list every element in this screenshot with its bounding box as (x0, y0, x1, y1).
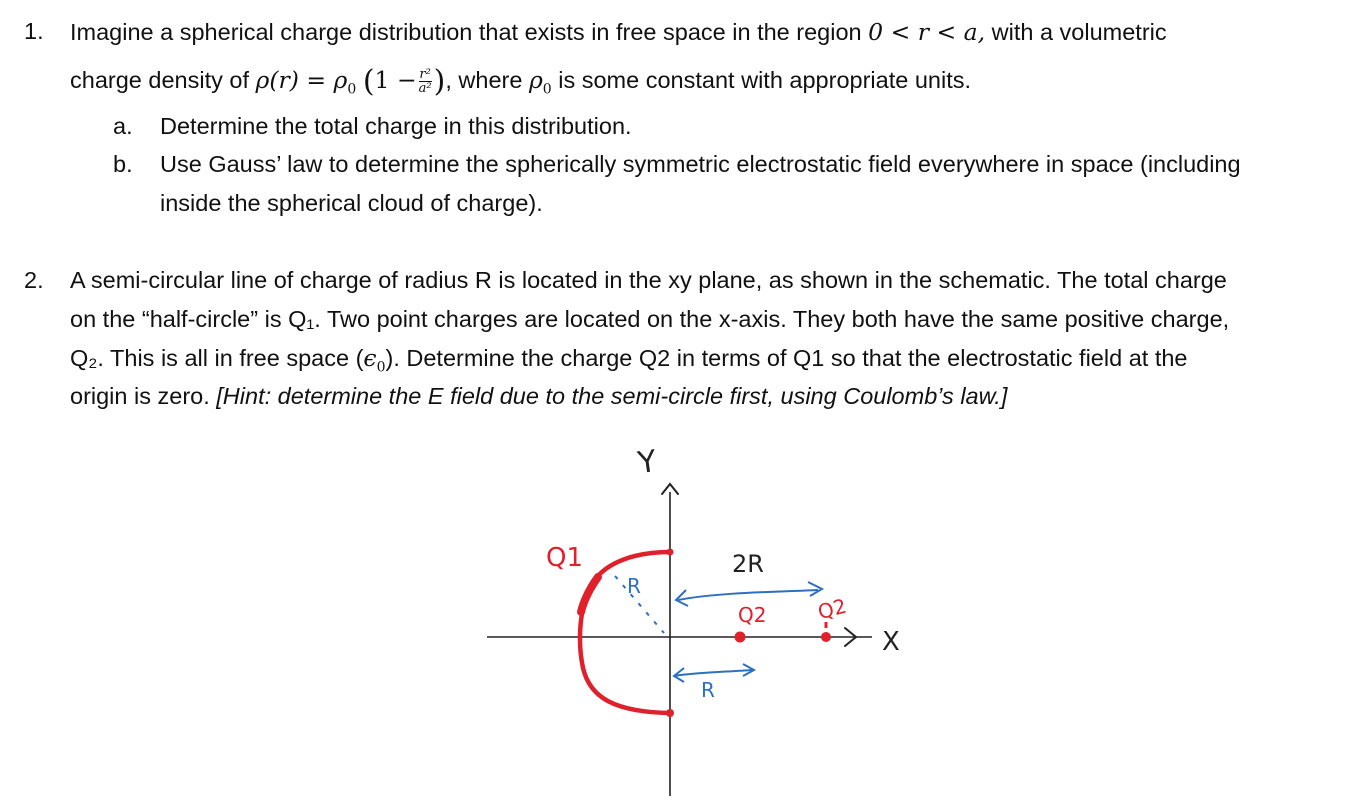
problem-2-line-4-start: origin is zero. (70, 383, 210, 409)
frac-denominator: a² (418, 81, 432, 97)
semi-circle-end-top (667, 549, 674, 556)
q2-far-label: Q2 (815, 593, 849, 625)
problem-2-line-2: on the “half-circle” is Q₁. Two point charges are located on the x-axis. They both have the same positive charge, (70, 306, 1230, 332)
q2-near-label: Q2 (738, 603, 767, 627)
part-b-text-2: inside the spherical cloud of charge). (160, 190, 543, 216)
density-lhs: ρ(r) = ρ (255, 66, 348, 94)
part-b-label: b. (113, 151, 133, 177)
rho0-sub: 0 (542, 81, 552, 98)
r-bottom-label: R (701, 678, 715, 702)
two-r-arrow-right (808, 582, 822, 596)
part-a-label: a. (113, 113, 133, 139)
where-text: , where (445, 67, 523, 93)
q2-near-charge (735, 632, 746, 643)
r-dimension-arrow (674, 670, 752, 676)
problem-1-line-2-end: is some constant with appropriate units. (558, 67, 971, 93)
density-sub: 0 (347, 81, 357, 98)
density-intro: charge density of (70, 67, 249, 93)
semi-circle-end-bottom (666, 709, 674, 717)
problem-1-number: 1. (24, 18, 44, 44)
two-r-dimension-arrow (678, 590, 818, 600)
problem-1-line-2: charge density of $\rho(r) = \rho_0$ (1 − $\frac{\text{r²}}{\text{a²}}$ ), where $\rho_0$ is some constant with appropriate units. (70, 64, 971, 99)
q1-label: Q1 (546, 543, 584, 573)
part-b-text-1: Use Gauss’ law to determine the spherically symmetric electrostatic field everywhere in space (including (160, 151, 1241, 177)
radius-label: R (627, 574, 641, 598)
one-minus: 1 − (374, 66, 417, 94)
x-axis-label: X (882, 627, 900, 657)
problem-2-number: 2. (24, 267, 44, 293)
epsilon-symbol: ϵ (363, 344, 377, 372)
problem-1-text: Imagine a spherical charge distribution that exists in free space in the region (70, 19, 862, 45)
frac-numerator: r² (419, 67, 431, 83)
problem-2-line-3-end: ). Determine the charge Q2 in terms of Q1 so that the electrostatic field at the (385, 345, 1188, 371)
part-a-text: Determine the total charge in this distribution. (160, 113, 632, 139)
problem-2-line-3-start: Q₂. This is all in free space ( (70, 345, 364, 371)
region-math: 0 < r < a, (868, 18, 986, 46)
problem-2-line-1: A semi-circular line of charge of radius R is located in the xy plane, as shown in the schematic. The total charge (70, 267, 1227, 293)
q2-far-charge (821, 632, 831, 642)
problem-1-text-end: with a volumetric (991, 19, 1167, 45)
two-r-label: 2R (732, 550, 764, 578)
rho0-symbol: ρ (528, 66, 543, 94)
semi-circle-charge (580, 552, 670, 713)
epsilon-sub: 0 (376, 359, 386, 376)
semi-circle-thick-segment (581, 577, 598, 612)
y-axis-label: Y (635, 444, 659, 482)
hint-text: [Hint: determine the E field due to the semi-circle first, using Coulomb’s law.] (216, 383, 1008, 409)
